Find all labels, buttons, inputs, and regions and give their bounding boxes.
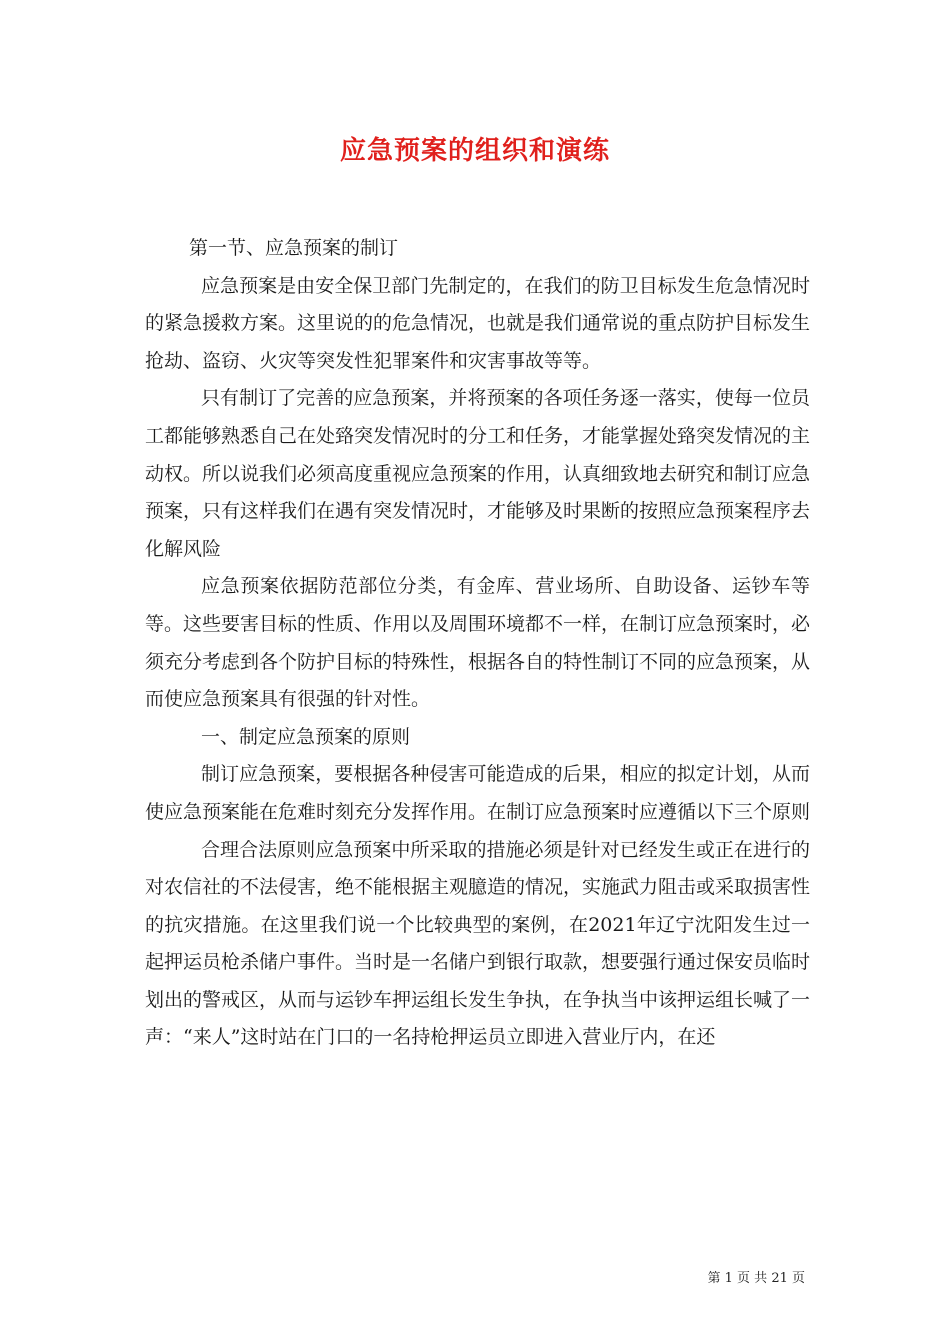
paragraph: 制订应急预案，要根据各种侵害可能造成的后果，相应的拟定计划，从而使应急预案能在危难时刻充分发挥作用。在制订应急预案时应遵循以下三个原则 bbox=[145, 763, 811, 823]
page-number: 第 1 页 共 21 页 bbox=[707, 1271, 805, 1286]
subsection-heading: 一、制定应急预案的原则 bbox=[201, 725, 411, 748]
document-title: 应急预案的组织和演练 bbox=[339, 136, 610, 166]
paragraph: 应急预案是由安全保卫部门先制定的，在我们的防卫目标发生危急情况时的紧急援救方案。这里说的的危急情况，也就是我们通常说的重点防护目标发生抢劫、盗窃、火灾等突发性犯罪案件和灾害事故等等。 bbox=[145, 274, 811, 372]
paragraph: 应急预案依据防范部位分类，有金库、营业场所、自助设备、运钞车等等。这些要害目标的性质、作用以及周围环境都不一样，在制订应急预案时，必须充分考虑到各个防护目标的特殊性，根据各自的特性制订不同的应急预案，从而使应急预案具有很强的针对性。 bbox=[145, 575, 811, 711]
document-body bbox=[145, 230, 810, 1057]
section-heading: 第一节、应急预案的制订 bbox=[189, 237, 399, 259]
paragraph: 合理合法原则应急预案中所采取的措施必须是针对已经发生或正在进行的对农信社的不法侵害，绝不能根据主观臆造的情况，实施武力阻击或采取损害性的抗灾措施。在这里我们说一个比较典型的案例，在2021年辽宁沈阳发生过一起押运员枪杀储户事件。当时是一名储户到银行取款，想要强行通过保安员临时划出的警戒区，从而与运钞车押运组长发生争执，在争执当中该押运组长喊了一声：“来人”这时站在门口的一名持枪押运员立即进入营业厅内，在还 bbox=[145, 838, 811, 1049]
paragraph: 只有制订了完善的应急预案，并将预案的各项任务逐一落实，使每一位员工都能够熟悉自己在处臵突发情况时的分工和任务，才能掌握处臵突发情况的主动权。所以说我们必须高度重视应急预案的作用，认真细致地去研究和制订应急预案，只有这样我们在遇有突发情况时，才能够及时果断的按照应急预案程序去化解风险 bbox=[145, 387, 811, 560]
